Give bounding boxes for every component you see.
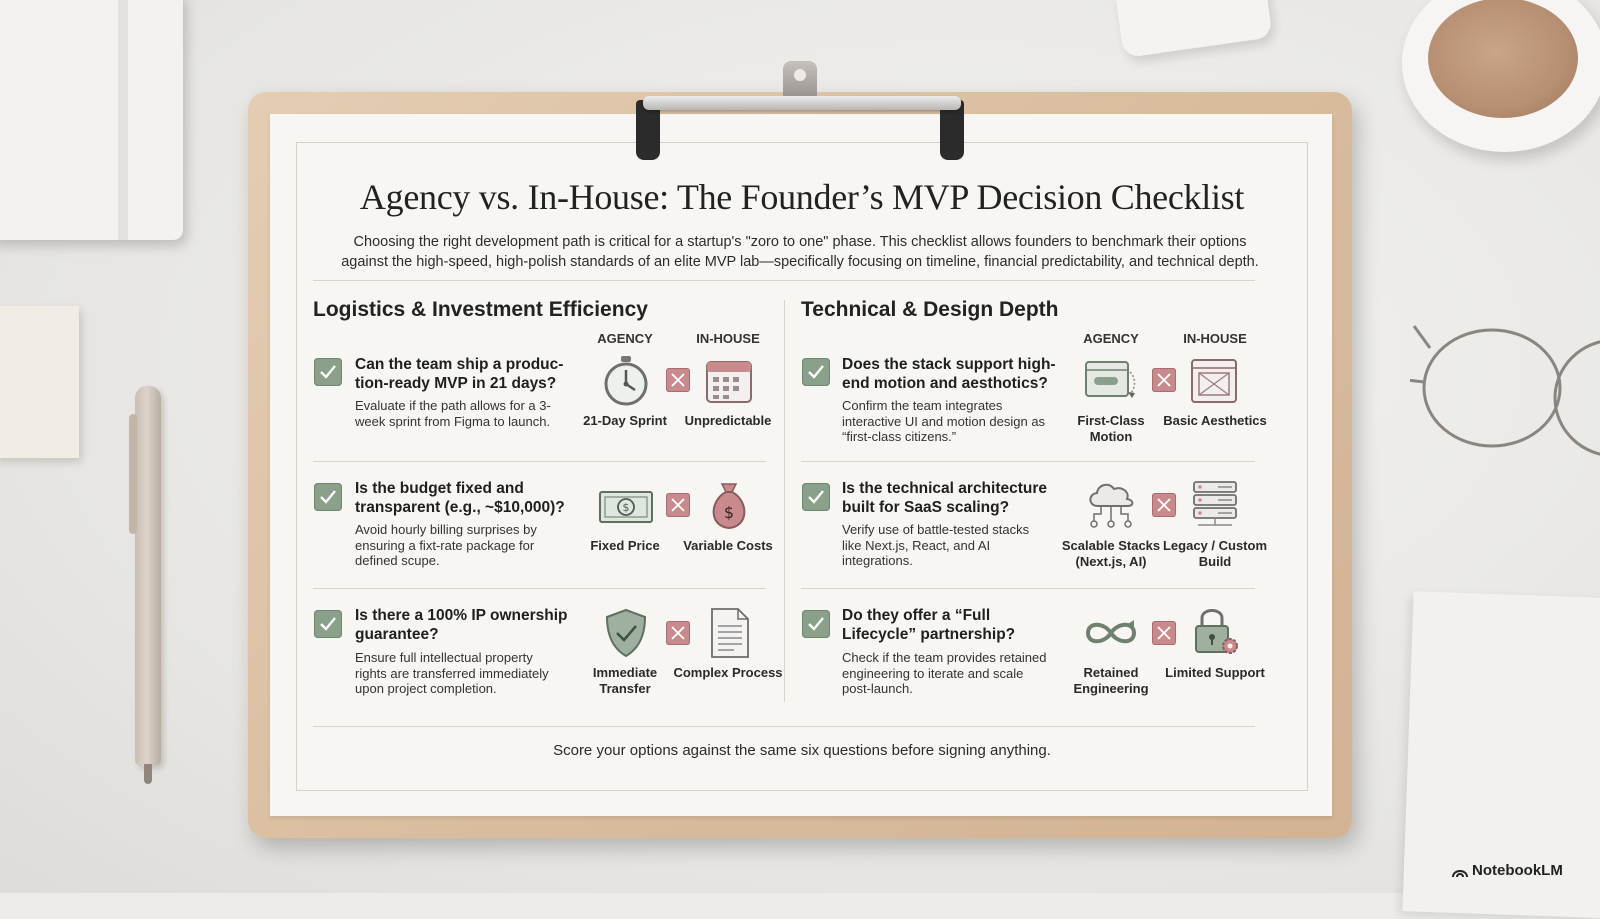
clip-hanger — [783, 61, 817, 97]
row-divider — [801, 588, 1255, 589]
checkmark-icon — [807, 364, 825, 380]
cross-icon — [1156, 625, 1172, 641]
inhouse-label: Complex Process — [673, 665, 783, 680]
question-budget: Is the budget fixed and transparent (e.g., ~$10,000)? — [355, 480, 565, 516]
checkbox[interactable] — [802, 610, 830, 638]
question-detail: Check if the team provides retained engineering to iterate and scale post-launch. — [842, 650, 1047, 696]
question-ip-ownership: Is there a 100% IP ownership guarantee? — [355, 607, 568, 643]
brand-watermark: NotebookLM — [1472, 862, 1563, 879]
question-motion: Does the stack support high-end motion and aesthotics? — [842, 356, 1056, 392]
agency-label: First-Class Motion — [1077, 413, 1145, 444]
inhouse-label: Basic Aesthetics — [1163, 413, 1267, 428]
document-icon — [702, 606, 756, 660]
agency-label: Fixed Price — [590, 538, 660, 553]
inhouse-label: Legacy / Custom Build — [1162, 538, 1268, 569]
notebooklm-logo-icon — [1452, 864, 1468, 878]
footer-note: Score your options against the same six questions before signing anything. — [553, 742, 1051, 759]
checkbox[interactable] — [802, 483, 830, 511]
cross-icon — [1156, 372, 1172, 388]
section-title-technical: Technical & Design Depth — [801, 298, 1059, 321]
checkmark-icon — [319, 364, 337, 380]
cross-mark — [666, 621, 690, 645]
question-detail: Evaluate if the path allows for a 3-week sprint from Figma to launch. — [355, 398, 551, 429]
checkbox[interactable] — [802, 358, 830, 386]
cross-icon — [670, 497, 686, 513]
row-divider — [313, 588, 766, 589]
divider-bottom — [313, 726, 1255, 727]
money-bag-icon — [702, 478, 756, 532]
calendar-icon — [702, 354, 756, 408]
notebook-prop — [0, 0, 183, 240]
stopwatch-icon — [599, 354, 653, 408]
agency-label: Scalable Stacks (Next.js, AI) — [1061, 538, 1161, 569]
cross-mark — [666, 368, 690, 392]
column-header-inhouse: IN-HOUSE — [1183, 331, 1247, 346]
question-detail: Avoid hourly billing surprises by ensuring a fixt-rate package for defined scupe. — [355, 522, 537, 568]
notebook-band — [118, 0, 128, 240]
cross-mark — [666, 493, 690, 517]
column-header-agency: AGENCY — [597, 331, 653, 346]
cross-mark — [1152, 493, 1176, 517]
question-detail: Verify use of battle-tested stacks like Next.js, React, and AI integrations. — [842, 522, 1030, 568]
intro-text: Choosing the right development path is critical for a startup's "zoro to one" phase. This checklist allows founders to benchmark their options against the high-speed, high-polish standards of an elite MVP lab—specifically focusing on timeline, financial predictability, and technical depth. — [341, 234, 1259, 270]
motion-window-icon — [1084, 354, 1138, 408]
checkmark-icon — [319, 616, 337, 632]
svg-text:$: $ — [622, 501, 630, 514]
inhouse-label: Unpredictable — [684, 413, 772, 428]
checkbox[interactable] — [314, 610, 342, 638]
shield-check-icon — [599, 606, 653, 660]
inhouse-label: Limited Support — [1165, 665, 1265, 680]
svg-text:$: $ — [723, 503, 735, 522]
padlock-gear-icon — [1188, 604, 1242, 658]
infinity-icon — [1084, 606, 1138, 660]
question-full-lifecycle: Do they offer a “Full Lifecycle” partnership? — [842, 607, 1016, 643]
checkmark-icon — [807, 489, 825, 505]
checkbox[interactable] — [314, 483, 342, 511]
checkbox[interactable] — [314, 358, 342, 386]
cloud-network-icon — [1084, 478, 1138, 532]
image-placeholder-icon — [1188, 354, 1242, 408]
cross-mark — [1152, 621, 1176, 645]
pen-clip — [129, 414, 137, 534]
question-detail: Ensure full intellectual property rights are transferred immediately upon project completion. — [355, 650, 549, 696]
row-divider — [801, 461, 1255, 462]
agency-label: 21-Day Sprint — [583, 413, 667, 428]
page-title: Agency vs. In-House: The Founder’s MVP Decision Checklist — [359, 177, 1245, 217]
cross-icon — [1156, 497, 1172, 513]
pen-tip — [144, 764, 152, 784]
question-saas-scaling: Is the technical architecture built for SaaS scaling? — [842, 480, 1048, 516]
agency-label: Retained Engineering — [1073, 665, 1149, 696]
cross-icon — [670, 625, 686, 641]
divider-top — [313, 280, 1255, 281]
agency-label: Immediate Transfer — [592, 665, 658, 696]
section-title-logistics: Logistics & Investment Efficiency — [313, 298, 648, 321]
checkmark-icon — [319, 489, 337, 505]
banknote-icon — [599, 480, 653, 534]
cross-mark — [1152, 368, 1176, 392]
cross-icon — [670, 372, 686, 388]
clip-bar — [643, 96, 961, 110]
checkmark-icon — [807, 616, 825, 632]
column-header-inhouse: IN-HOUSE — [696, 331, 760, 346]
sticky-note-prop — [0, 306, 79, 458]
coffee — [1428, 0, 1578, 118]
inhouse-label: Variable Costs — [683, 538, 773, 553]
column-header-agency: AGENCY — [1083, 331, 1139, 346]
question-ship-21-days: Can the team ship a produc-tion-ready MVP in 21 days? — [355, 356, 564, 392]
pen-prop — [135, 386, 161, 766]
glasses-prop — [1410, 318, 1600, 468]
server-rack-icon — [1188, 478, 1242, 532]
row-divider — [313, 461, 766, 462]
divider-vertical — [784, 300, 785, 702]
question-detail: Confirm the team integrates interactive UI and motion design as “first-class citizens.” — [842, 398, 1046, 444]
